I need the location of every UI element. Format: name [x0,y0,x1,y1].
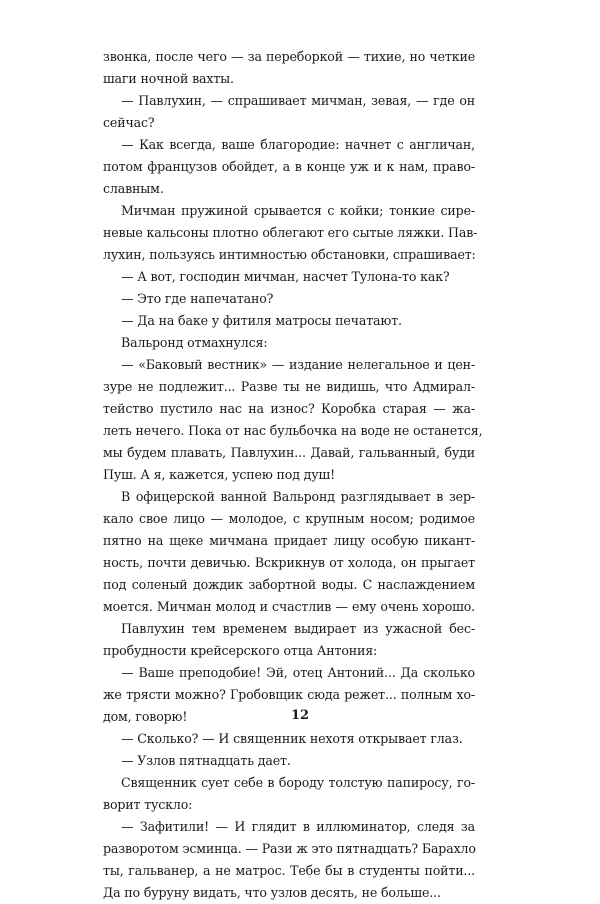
text-line: сейчас? [103,115,155,130]
text-line: ты, гальванер, а не матрос. Тебе бы в студенты пойти... [103,863,475,878]
text-line: тейство пустило нас на износ? Коробка старая — жа- [103,401,475,416]
text-line: пробудности крейсерского отца Антония: [103,643,378,658]
text-line: — Как всегда, ваше благородие: начнет с англичан, [121,137,475,152]
text-line: разворотом эсминца. — Рази ж это пятнадцать? Барахло [103,841,476,856]
text-line: ворит тускло: [103,797,193,812]
text-line: же трясти можно? Гробовщик сюда режет... полным хо- [103,687,475,702]
text-line: леть нечего. Пока от нас бульбочка на воде не останется, [103,423,483,438]
text-line: Мичман пружиной срывается с койки; тонкие сире- [121,203,475,218]
text-line: Вальронд отмахнулся: [121,335,268,350]
text-line: лухин, пользуясь интимностью обстановки, спрашивает: [103,247,476,262]
text-line: шаги ночной вахты. [103,71,234,86]
text-line: — Ваше преподобие! Эй, отец Антоний... Да сколько [121,665,475,680]
text-line: звонка, после чего — за переборкой — тихие, но четкие [103,49,475,64]
text-line: — Павлухин, — спрашивает мичман, зевая, — где он [121,93,475,108]
text-line: Пуш. А я, кажется, успею под душ! [103,467,335,482]
text-line: ность, почти девичью. Вскрикнув от холода, он прыгает [103,555,475,570]
page-number: 12 [290,708,310,723]
text-line: В офицерской ванной Вальронд разглядывает в зер- [121,489,475,504]
text-line: кало свое лицо — молодое, с крупным носом; родимое [103,511,475,526]
text-line: — Да на баке у фитиля матросы печатают. [121,313,402,328]
text-line: моется. Мичман молод и счастлив — ему очень хорошо. [103,599,475,614]
text-line: Павлухин тем временем выдирает из ужасной бес- [121,621,475,636]
text-line: зуре не подлежит... Разве ты не видишь, что Адмирал- [103,379,475,394]
text-line: пятно на щеке мичмана придает лицу особую пикант- [103,533,475,548]
text-line: — А вот, господин мичман, насчет Тулона-то как? [121,269,450,284]
text-line: славным. [103,181,164,196]
text-line: Священник сует себе в бороду толстую папиросу, го- [121,775,475,790]
text-line: под соленый дождик забортной воды. С наслаждением [103,577,475,592]
text-line: Да по буруну видать, что узлов десять, не больше... [103,885,441,900]
text-line: — Зафитили! — И глядит в иллюминатор, следя за [121,819,475,834]
page-body [103,46,483,904]
text-line: потом французов обойдет, а в конце уж и к нам, право- [103,159,475,174]
text-line: — «Баковый вестник» — издание нелегальное и цен- [121,357,475,372]
text-line: дом, говорю! [103,709,188,724]
text-line: — Это где напечатано? [121,291,274,306]
text-line: — Узлов пятнадцать дает. [121,753,291,768]
text-line: невые кальсоны плотно облегают его сытые ляжки. Пав- [103,225,478,240]
text-line: мы будем плавать, Павлухин... Давай, гальванный, буди [103,445,475,460]
text-line: — Сколько? — И священник нехотя открывает глаз. [121,731,463,746]
